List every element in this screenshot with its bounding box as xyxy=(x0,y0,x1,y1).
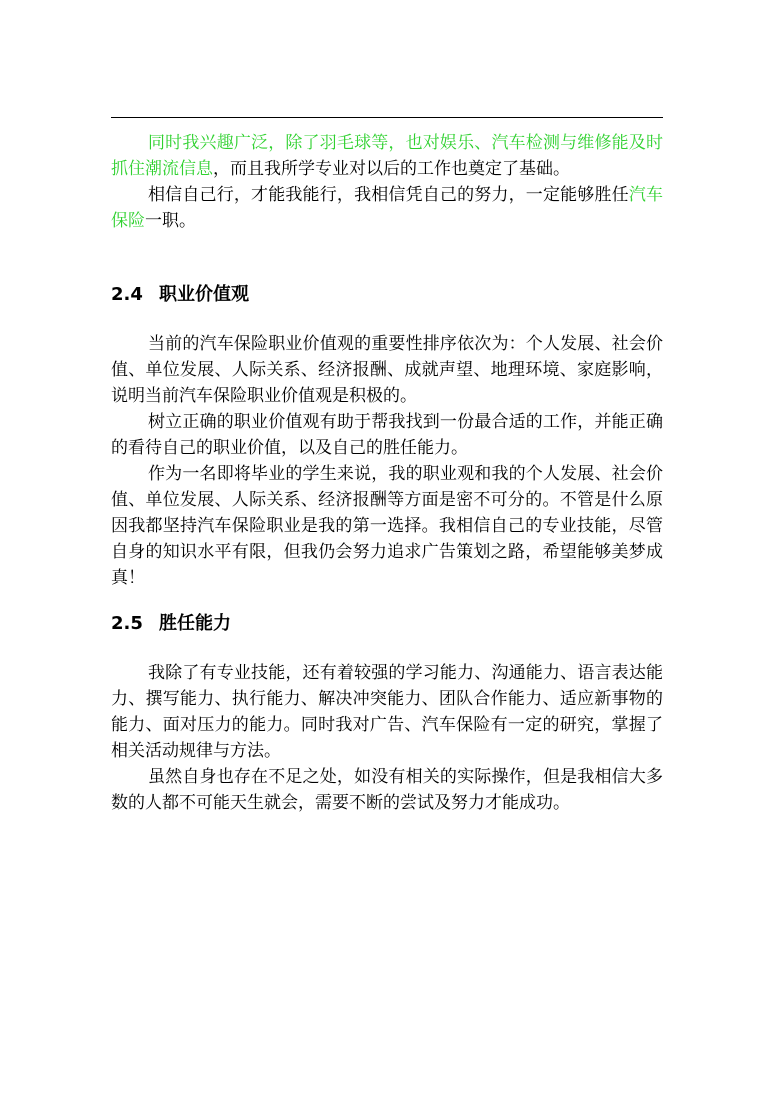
section-number: 2.4 xyxy=(111,284,143,305)
paragraph-text: 一职。 xyxy=(145,211,196,231)
document-body xyxy=(111,130,663,816)
section-heading-2-5 xyxy=(111,611,663,637)
section-heading-2-4 xyxy=(111,282,663,308)
section-number: 2.5 xyxy=(111,613,143,634)
section-2-5-paragraph-2: 虽然自身也存在不足之处，如没有相关的实际操作，但是我相信大多数的人都不可能天生就会，需要不断的尝试及努力才能成功。 xyxy=(111,767,663,813)
paragraph-text: 相信自己行，才能我能行，我相信凭自己的努力，一定能够胜任 xyxy=(148,185,629,205)
header-rule xyxy=(111,117,663,118)
section-2-4-paragraph-1: 当前的汽车保险职业价值观的重要性排序依次为：个人发展、社会价值、单位发展、人际关系、经济报酬、成就声望、地理环境、家庭影响，说明当前汽车保险职业价值观是积极的。 xyxy=(111,334,663,406)
section-2-4-paragraph-2: 树立正确的职业价值观有助于帮我找到一份最合适的工作，并能正确的看待自己的职业价值，以及自己的胜任能力。 xyxy=(111,412,663,458)
section-2-4-paragraph-3: 作为一名即将毕业的学生来说，我的职业观和我的个人发展、社会价值、单位发展、人际关系、经济报酬等方面是密不可分的。不管是什么原因我都坚持汽车保险职业是我的第一选择。我相信自己的专业技能，尽管自身的知识水平有限，但我仍会努力追求广告策划之路，希望能够美梦成真！ xyxy=(111,464,663,588)
highlighted-text: 汽车保险 xyxy=(111,185,664,231)
paragraph-text: ，而且我所学专业对以后的工作也奠定了基础。 xyxy=(213,159,570,179)
section-title: 职业价值观 xyxy=(159,284,249,305)
section-title: 胜任能力 xyxy=(159,613,231,634)
highlighted-text: 同时我兴趣广泛，除了羽毛球等，也对娱乐、汽车检测与维修能及时抓住潮流信息 xyxy=(111,133,663,179)
section-2-5-paragraph-1: 我除了有专业技能，还有着较强的学习能力、沟通能力、语言表达能力、撰写能力、执行能力、解决冲突能力、团队合作能力、适应新事物的能力、面对压力的能力。同时我对广告、汽车保险有一定的研究，掌握了相关活动规律与方法。 xyxy=(111,663,663,761)
intro-paragraph-1 xyxy=(111,130,663,182)
intro-paragraph-2 xyxy=(111,182,663,234)
